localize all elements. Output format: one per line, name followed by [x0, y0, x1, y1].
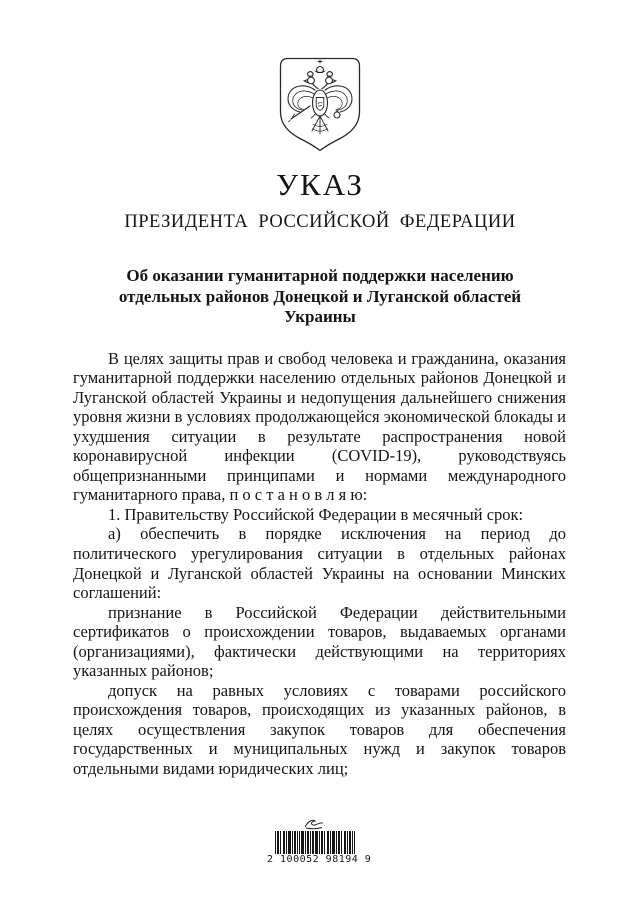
paragraph	[73, 603, 566, 681]
decree-title-line: Украины	[284, 307, 356, 326]
body-line: целях осуществления закупок товаров для обеспечения	[73, 719, 566, 739]
body-line: гуманитарной поддержки населению отдельных районов Донецкой и	[73, 368, 566, 388]
body-line: гуманитарного права, п о с т а н о в л я ю:	[73, 485, 368, 505]
paragraph	[73, 505, 566, 525]
paragraph	[73, 681, 566, 779]
decree-title	[0, 266, 640, 328]
paragraph	[73, 524, 566, 602]
body-line: коронавирусной инфекции (COVID-19), руководствуясь	[73, 446, 566, 466]
body-line: указанных районов;	[73, 661, 214, 681]
decree-type-heading: УКАЗ	[276, 167, 364, 202]
body-line: уровня жизни в условиях продолжающейся экономической блокады и	[73, 407, 566, 427]
body-line: политического урегулирования ситуации в отдельных районах	[73, 543, 566, 563]
decree-title-line: Об оказании гуманитарной поддержки населению	[126, 266, 514, 285]
coat-of-arms-icon	[279, 57, 361, 152]
decree-body	[0, 349, 640, 779]
body-line: а) обеспечить в порядке исключения на период до	[108, 524, 566, 544]
barcode-digits: 2 100052 98194 9	[267, 854, 372, 865]
body-line: отдельными видами юридических лиц;	[73, 758, 349, 778]
body-line: (организациями), фактически действующими на территориях	[73, 641, 566, 661]
signature-mark-icon	[302, 818, 328, 830]
paragraph	[73, 349, 566, 505]
body-line: признание в Российской Федерации действительными	[108, 602, 566, 622]
body-line: В целях защиты прав и свобод человека и гражданина, оказания	[108, 348, 566, 368]
body-line: сертификатов о происхождении товаров, выдаваемых органами	[73, 622, 566, 642]
decree-title-line: отдельных районов Донецкой и Луганской областей	[118, 286, 522, 306]
body-line: Донецкой и Луганской областей Украины на основании Минских	[73, 563, 566, 583]
body-line: общепризнанными принципами и нормами международного	[73, 465, 566, 485]
decree-issuer-line: ПРЕЗИДЕНТА РОССИЙСКОЙ ФЕДЕРАЦИИ	[124, 212, 516, 232]
barcode-bars	[274, 831, 356, 854]
body-line: 1. Правительству Российской Федерации в месячный срок:	[108, 504, 524, 524]
body-line: допуск на равных условиях с товарами российского	[108, 680, 566, 700]
registration-barcode	[267, 818, 372, 865]
body-line: соглашений:	[73, 583, 162, 603]
body-line: ухудшения ситуации в результате распространения новой	[73, 426, 566, 446]
body-line: государственных и муниципальных нужд и закупок товаров	[73, 739, 566, 759]
body-line: происхождения товаров, происходящих из указанных районов, в	[73, 700, 566, 720]
body-line: Луганской областей Украины и недопущения дальнейшего снижения	[73, 387, 566, 407]
